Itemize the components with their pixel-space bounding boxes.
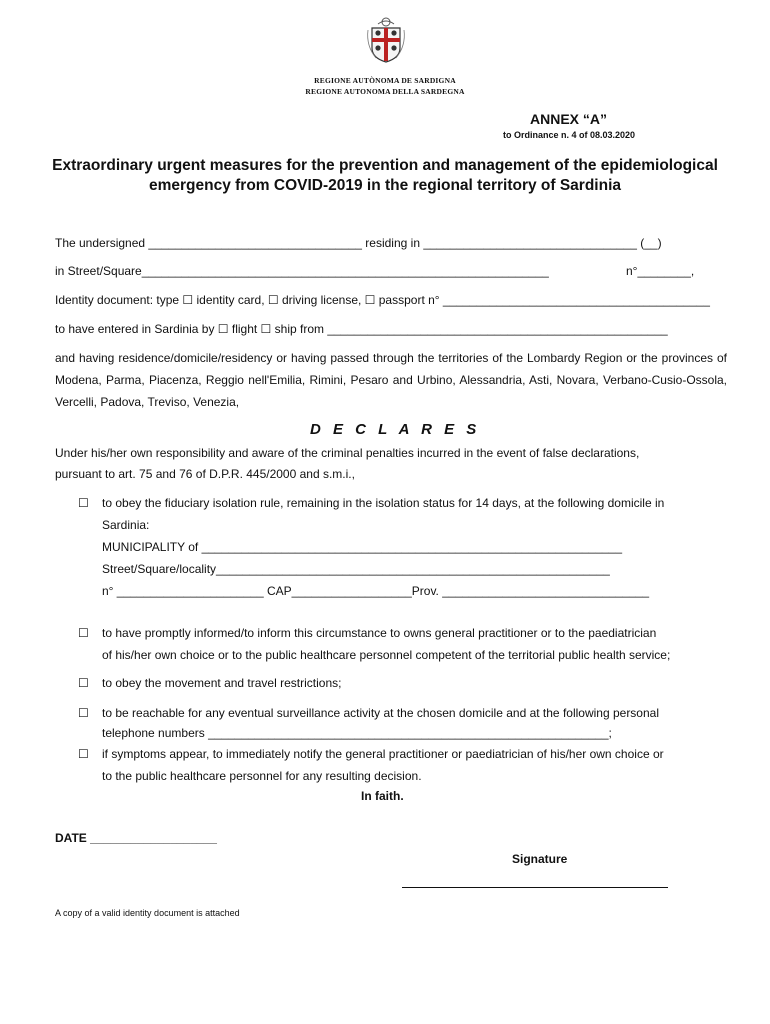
street-field[interactable]: in Street/Square_____________________________________________________________ (55, 264, 549, 278)
attachment-footnote: A copy of a valid identity document is attached (55, 908, 240, 918)
municipality-field[interactable]: MUNICIPALITY of _______________________________________________________________ (102, 540, 623, 554)
document-title-line1: Extraordinary urgent measures for the prevention and management of the epidemiological (52, 157, 718, 174)
annex-heading: ANNEX “A” (530, 111, 608, 127)
entry-means-field[interactable]: to have entered in Sardinia by ☐ flight ☐ ship from ___________________________________________________ (55, 322, 668, 336)
sardinia-coat-of-arms-icon (364, 14, 408, 64)
obey-text: to obey the movement and travel restrictions; (102, 676, 342, 690)
symptoms-text-line2: to the public healthcare personnel for any resulting decision. (102, 769, 422, 783)
identity-document-field[interactable]: Identity document: type ☐ identity card, ☐ driving license, ☐ passport n° ________________________________________ (55, 293, 710, 307)
isolation-text-line1: to obey the fiduciary isolation rule, remaining in the isolation status for 14 days, at the following domicile in (102, 496, 665, 510)
reachable-checkbox[interactable]: ☐ (78, 706, 89, 720)
declares-heading: D E C L A R E S (310, 421, 481, 438)
document-title-line2: emergency from COVID-2019 in the regional territory of Sardinia (148, 177, 622, 194)
address-number-cap-prov-field[interactable]: n° ______________________ CAP__________________Prov. _______________________________ (102, 584, 650, 598)
ordinance-reference: to Ordinance n. 4 of 08.03.2020 (503, 130, 636, 140)
reachable-text-line1: to be reachable for any eventual surveillance activity at the chosen domicile and at the following personal (102, 706, 659, 720)
street-locality-field[interactable]: Street/Square/locality___________________________________________________________ (102, 562, 610, 576)
inform-checkbox[interactable]: ☐ (78, 626, 89, 640)
symptoms-text-line1: if symptoms appear, to immediately notify the general practitioner or paediatrician of his/her own choice or (102, 747, 664, 761)
inform-text-line2: of his/her own choice or to the public healthcare personnel competent of the territorial public health service; (102, 648, 671, 662)
isolation-checkbox[interactable]: ☐ (78, 496, 89, 510)
telephone-field[interactable]: telephone numbers ____________________________________________________________; (102, 726, 612, 740)
region-name-sardinian: REGIONE AUTÒNOMA DE SARDIGNA (314, 76, 456, 85)
street-number-field[interactable]: n°________, (626, 264, 695, 278)
undersigned-field[interactable]: The undersigned ________________________________ residing in ________________________________ (__) (55, 236, 662, 250)
declares-intro-line1: Under his/her own responsibility and aware of the criminal penalties incurred in the event of false declarations, (55, 446, 640, 460)
residence-paragraph: and having residence/domicile/residency or having passed through the territories of the Lombardy Region or the provinces of Modena, Parma, Piacenza, Reggio nell'Emilia, Rimini, Pesaro and Urbino, Alessandria, Asti, Novara, Verbano-Cusio-Ossola, Vercelli, Padova, Treviso, Venezia, (55, 351, 727, 409)
inform-text-line1: to have promptly informed/to inform this circumstance to owns general practitioner or to the paediatrician (102, 626, 657, 640)
declares-intro-line2: pursuant to art. 75 and 76 of D.P.R. 445/2000 and s.m.i., (55, 467, 355, 481)
obey-checkbox[interactable]: ☐ (78, 676, 89, 690)
signature-line[interactable] (402, 887, 668, 888)
in-faith-text: In faith. (361, 789, 404, 803)
symptoms-checkbox[interactable]: ☐ (78, 747, 89, 761)
date-field[interactable]: DATE ___________________ (55, 831, 217, 845)
region-name-italian: REGIONE AUTONOMA DELLA SARDEGNA (305, 87, 465, 96)
signature-label: Signature (512, 852, 568, 866)
isolation-text-line2: Sardinia: (102, 518, 150, 532)
